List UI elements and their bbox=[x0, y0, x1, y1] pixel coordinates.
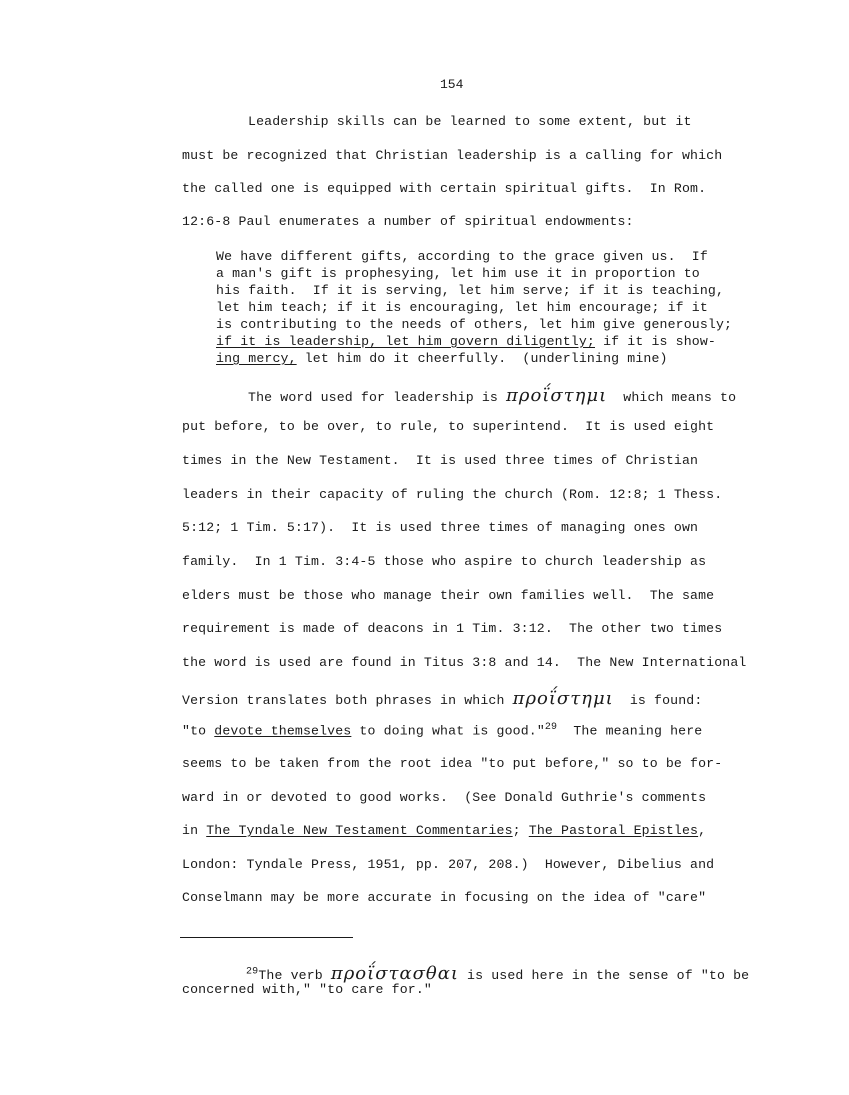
greek-word: προΐστασθαι bbox=[330, 963, 459, 984]
body-line-7: elders must be those who manage their own families well. The same bbox=[182, 588, 715, 603]
intro-line-2: must be recognized that Christian leadership is a calling for which bbox=[182, 148, 723, 163]
page-number: 154 bbox=[440, 77, 464, 92]
quote-line-7: ing mercy, let him do it cheerfully. (underlining mine) bbox=[216, 351, 668, 366]
body-line-14: in The Tyndale New Testament Commentaries; The Pastoral Epistles, bbox=[182, 823, 707, 838]
quote-underlined-text: if it is leadership, let him govern diligently; bbox=[216, 334, 595, 349]
greek-word: προΐστημι bbox=[506, 385, 608, 406]
footnote-divider bbox=[180, 937, 353, 938]
quote-line-2: a man's gift is prophesying, let him use it in proportion to bbox=[216, 266, 700, 281]
book-title: The Pastoral Epistles bbox=[528, 823, 699, 838]
body-line-2: put before, to be over, to rule, to superintend. It is used eight bbox=[182, 419, 715, 434]
body-line-13: ward in or devoted to good works. (See Donald Guthrie's comments bbox=[182, 790, 707, 805]
footnote-number: 29 bbox=[246, 966, 259, 978]
body-line-15: London: Tyndale Press, 1951, pp. 207, 208.) However, Dibelius and bbox=[182, 857, 715, 872]
body-line-10: Version translates both phrases in which προΐστημι is found: bbox=[182, 688, 703, 709]
body-line-11: "to devote themselves to doing what is good."$^{29}$ The meaning here bbox=[182, 722, 703, 739]
quote-line-6: if it is leadership, let him govern diligently; if it is show- bbox=[216, 334, 716, 349]
body-line-5: 5:12; 1 Tim. 5:17). It is used three times of managing ones own bbox=[182, 520, 699, 535]
quote-line-4: let him teach; if it is encouraging, let him encourage; if it bbox=[216, 300, 708, 315]
quote-line-3: his faith. If it is serving, let him serve; if it is teaching, bbox=[216, 283, 725, 298]
intro-line-3: the called one is equipped with certain spiritual gifts. In Rom. bbox=[182, 181, 707, 196]
body-line-6: family. In 1 Tim. 3:4-5 those who aspire to church leadership as bbox=[182, 554, 707, 569]
body-line-3: times in the New Testament. It is used three times of Christian bbox=[182, 453, 699, 468]
body-line-16: Conselmann may be more accurate in focusing on the idea of "care" bbox=[182, 890, 707, 905]
quote-line-5: is contributing to the needs of others, let him give generously; bbox=[216, 317, 733, 332]
footnote-line-2: concerned with," "to care for." bbox=[182, 982, 432, 997]
quote-line-1: We have different gifts, according to the grace given us. If bbox=[216, 249, 708, 264]
footnote-line-1: $^{29}$The verb προΐστασθαι is used here in the sense of "to be bbox=[246, 963, 750, 984]
intro-line-4: 12:6-8 Paul enumerates a number of spiritual endowments: bbox=[182, 214, 634, 229]
book-title: The Tyndale New Testament Commentaries bbox=[206, 823, 513, 838]
body-line-1: The word used for leadership is προΐστημι which means to bbox=[248, 385, 737, 406]
body-line-9: the word is used are found in Titus 3:8 and 14. The New International bbox=[182, 655, 747, 670]
body-line-4: leaders in their capacity of ruling the church (Rom. 12:8; 1 Thess. bbox=[182, 487, 723, 502]
footnote-marker: 29 bbox=[544, 722, 558, 733]
body-line-12: seems to be taken from the root idea "to put before," so to be for- bbox=[182, 756, 723, 771]
intro-line-1: Leadership skills can be learned to some extent, but it bbox=[248, 114, 692, 129]
quote-underlined-text: ing mercy, bbox=[216, 351, 297, 366]
underlined-phrase: devote themselves bbox=[214, 723, 352, 739]
greek-word: προΐστημι bbox=[512, 688, 614, 709]
body-line-8: requirement is made of deacons in 1 Tim. 3:12. The other two times bbox=[182, 621, 723, 636]
